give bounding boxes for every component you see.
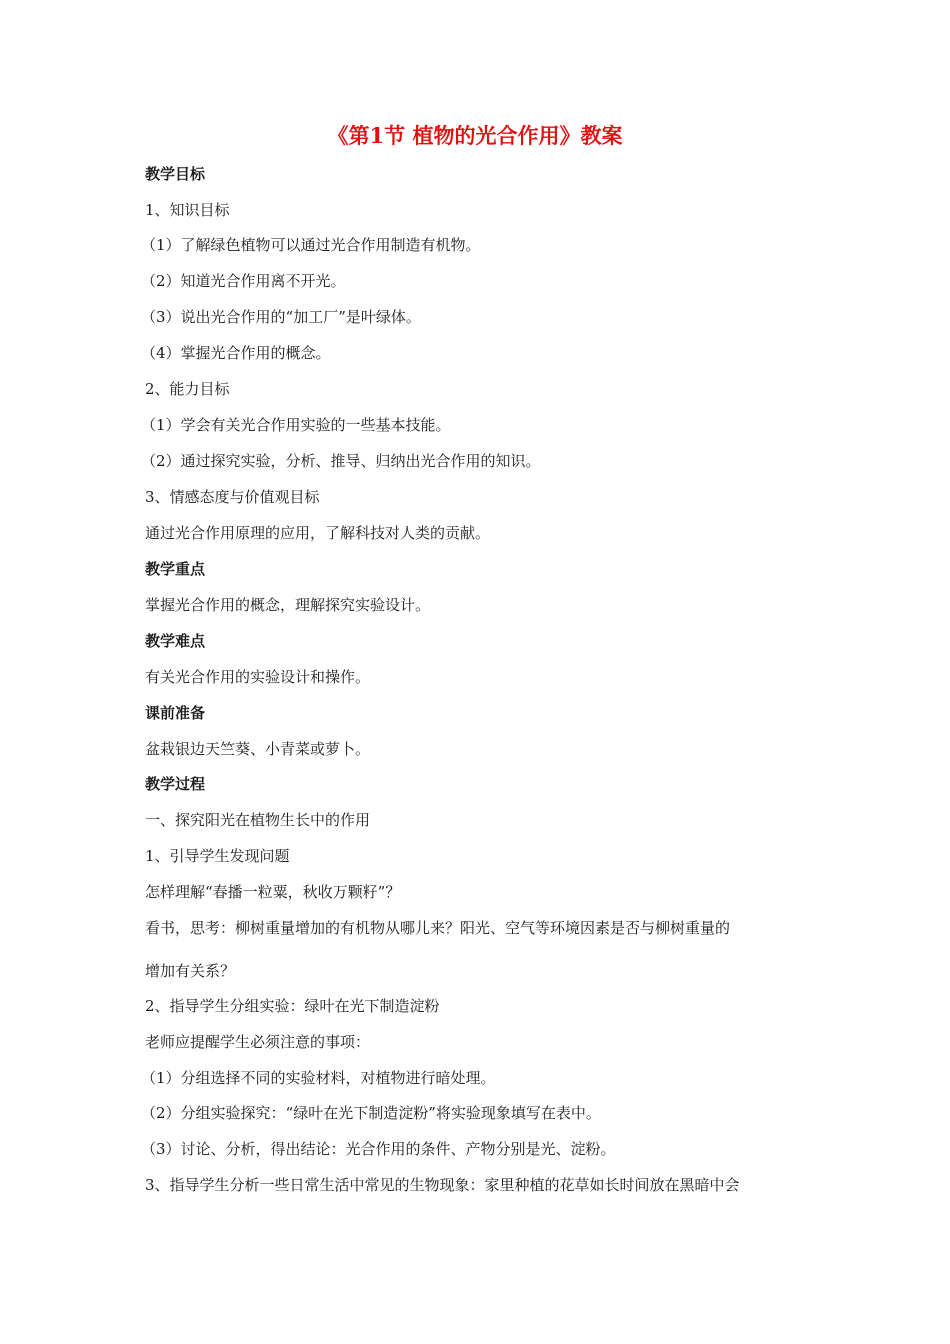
- document-title: 《第1节 植物的光合作用》教案: [327, 123, 623, 148]
- section-heading: 教学难点: [145, 632, 206, 650]
- text-line: 1、知识目标: [145, 201, 230, 219]
- text-line: 2、指导学生分组实验：绿叶在光下制造淀粉: [145, 997, 440, 1015]
- text-line: （3）说出光合作用的“加工厂”是叶绿体。: [141, 308, 421, 326]
- text-line: （1）分组选择不同的实验材料，对植物进行暗处理。: [141, 1069, 496, 1087]
- text-line: 2、能力目标: [145, 380, 230, 398]
- text-line: 掌握光合作用的概念，理解探究实验设计。: [145, 596, 431, 614]
- text-line: 有关光合作用的实验设计和操作。: [145, 668, 371, 686]
- text-line: （2）分组实验探究：“绿叶在光下制造淀粉”将实验现象填写在表中。: [141, 1104, 601, 1122]
- section-heading: 课前准备: [145, 704, 206, 722]
- text-line: （3）讨论、分析，得出结论：光合作用的条件、产物分别是光、淀粉。: [141, 1140, 616, 1158]
- text-line: （1）了解绿色植物可以通过光合作用制造有机物。: [141, 236, 481, 254]
- text-line: 一、探究阳光在植物生长中的作用: [145, 811, 371, 829]
- text-line: 通过光合作用原理的应用，了解科技对人类的贡献。: [145, 524, 491, 542]
- text-line: 怎样理解“春播一粒粟，秋收万颗籽”？: [145, 883, 401, 901]
- section-heading: 教学过程: [145, 775, 206, 793]
- text-line: 增加有关系？: [145, 962, 236, 980]
- text-line: 看书，思考：柳树重量增加的有机物从哪儿来？阳光、空气等环境因素是否与柳树重量的: [145, 919, 731, 937]
- text-line: 3、情感态度与价值观目标: [145, 488, 320, 506]
- text-line: （2）知道光合作用离不开光。: [141, 272, 346, 290]
- section-heading: 教学目标: [145, 165, 206, 183]
- text-line: （1）学会有关光合作用实验的一些基本技能。: [141, 416, 451, 434]
- text-line: （2）通过探究实验，分析、推导、归纳出光合作用的知识。: [141, 452, 541, 470]
- text-line: 1、引导学生发现问题: [145, 847, 290, 865]
- text-line: 3、指导学生分析一些日常生活中常见的生物现象：家里种植的花草如长时间放在黑暗中会: [145, 1176, 740, 1194]
- text-line: 盆栽银边天竺葵、小青菜或萝卜。: [145, 740, 371, 758]
- section-heading: 教学重点: [145, 560, 206, 578]
- text-line: （4）掌握光合作用的概念。: [141, 344, 331, 362]
- text-line: 老师应提醒学生必须注意的事项：: [145, 1033, 371, 1051]
